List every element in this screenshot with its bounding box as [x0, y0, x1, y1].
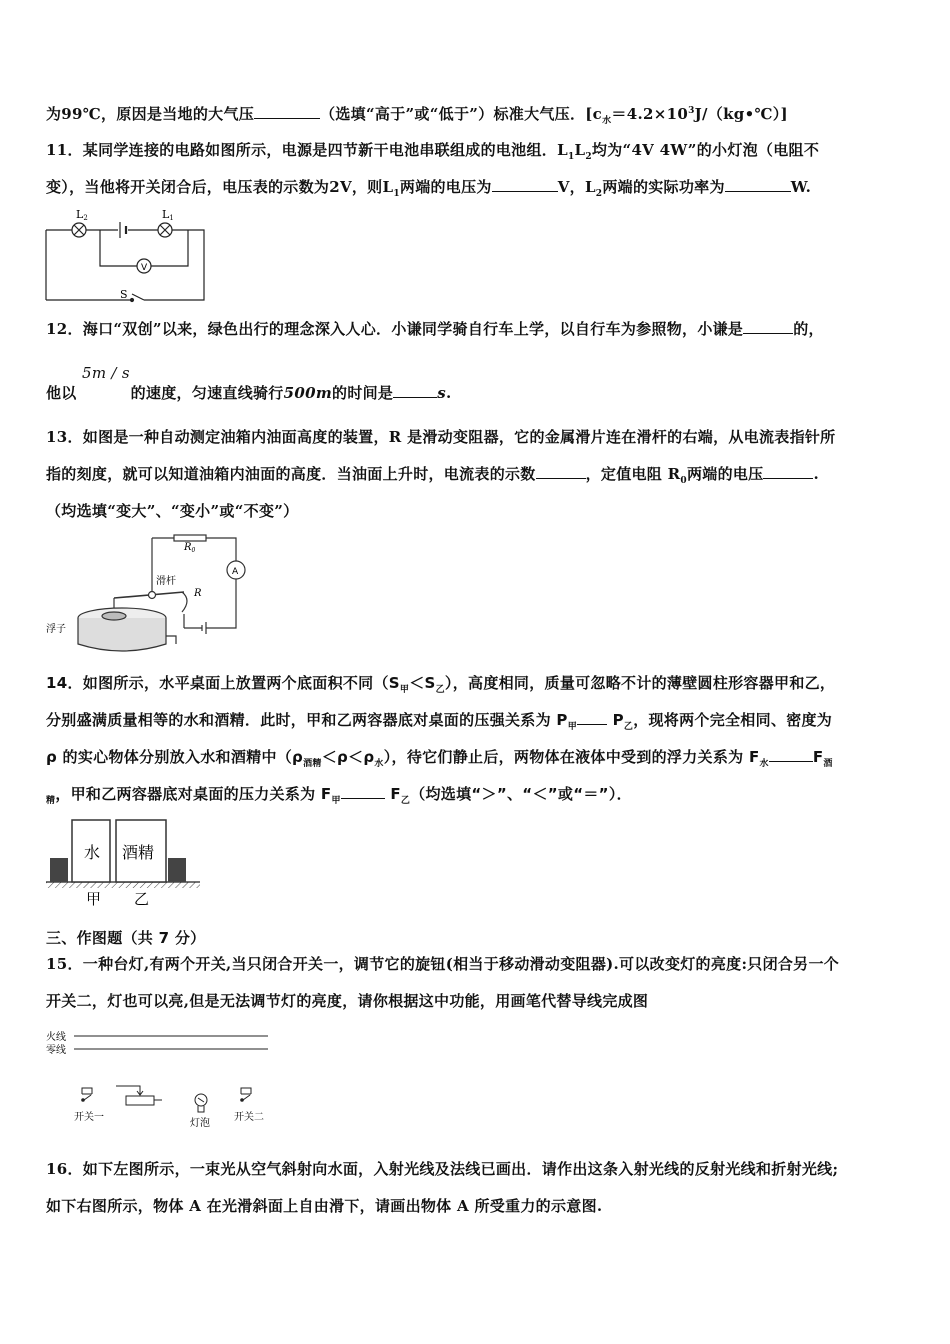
q12-speed — [82, 364, 130, 382]
q11-sub: 1 — [393, 189, 400, 199]
answer-blank[interactable] — [254, 104, 320, 119]
q14-text: ），高度相同，质量可忽略不计的薄壁圆柱形容器甲和乙， — [444, 674, 836, 692]
q14-text: ），待它们静止后，两物体在液体中受到的浮力关系为 F — [383, 748, 760, 766]
q12-line-2 — [46, 382, 452, 403]
label-fire-wire: 火线 — [46, 1032, 66, 1043]
q10-text: J/（kg•℃）] — [694, 105, 788, 123]
label-float: 浮子 — [46, 624, 66, 635]
answer-blank[interactable] — [577, 710, 607, 725]
q10-text: 为99℃，原因是当地的大气压 — [46, 105, 255, 123]
q11-text: 变），当他将开关闭合后，电压表的示数为2V，则L — [46, 178, 394, 196]
q12-text: . — [445, 384, 452, 402]
q14-text: 分别盛满质量相等的水和酒精．此时，甲和乙两容器底对桌面的压强关系为 P — [46, 711, 568, 729]
label-switch-one: 开关一 — [74, 1112, 104, 1123]
q14-text: （均选填“＞”、“＜”或“＝”）． — [410, 785, 632, 803]
q13-line-1 — [46, 426, 835, 447]
label-v: V — [141, 263, 148, 273]
label-l2: L2 — [76, 208, 88, 222]
q14-text: ＜ρ＜ρ — [321, 748, 375, 766]
label-yi: 乙 — [134, 890, 150, 908]
q12-text: 他以 — [46, 384, 77, 402]
q16-text: 如下右图所示，物体 A 在光滑斜面上自由滑下，请画出物体 A 所受重力的示意图. — [46, 1197, 603, 1215]
q14-text: F — [812, 748, 824, 766]
oil-tank-body — [78, 618, 166, 651]
q15-text: 15．一种台灯,有两个开关,当只闭合开关一，调节它的旋钮(相当于移动滑动变阻器).可以改变灯的亮度:只闭合另一个 — [46, 955, 840, 973]
section-3-heading — [46, 927, 205, 948]
switch-two-icon — [241, 1088, 251, 1100]
answer-blank[interactable] — [769, 747, 813, 762]
answer-blank[interactable] — [725, 177, 791, 192]
q13-oil-tank-diagram — [44, 532, 254, 662]
table-surface — [46, 882, 200, 888]
block-left — [50, 858, 68, 882]
q11-text: 两端的实际功率为 — [602, 178, 725, 196]
switch-one-icon — [82, 1088, 92, 1100]
lamp-l2-cross — [74, 225, 84, 235]
answer-blank[interactable] — [536, 464, 586, 479]
section-title: 三、作图题（共 7 分） — [46, 929, 206, 947]
answer-blank[interactable] — [492, 177, 558, 192]
q14-sub: 甲 — [399, 685, 410, 695]
q14-line-3 — [46, 746, 833, 769]
speed-value: 5m / s — [82, 364, 130, 382]
answer-blank[interactable] — [743, 319, 793, 334]
q13-text: . — [813, 465, 820, 483]
q14-line-1 — [46, 672, 835, 695]
q16-text: 16．如下左图所示，一束光从空气斜射向水面，入射光线及法线已画出．请作出这条入射光线的反射光线和折射光线; — [46, 1160, 839, 1178]
q14-line-2 — [46, 709, 832, 732]
q14-sub: 酒精 — [303, 759, 322, 769]
label-l1: L1 — [162, 208, 174, 222]
q14-text: ρ 的实心物体分别放入水和酒精中（ρ — [46, 748, 304, 766]
q13-line-2 — [46, 463, 819, 486]
float-icon — [102, 612, 126, 620]
block-right — [168, 858, 186, 882]
q11-circuit-diagram — [40, 206, 220, 306]
answer-blank[interactable] — [763, 464, 813, 479]
lamp-l1-cross — [160, 225, 170, 235]
q14-sub: 甲 — [567, 722, 578, 732]
q13-line-3 — [46, 500, 298, 521]
q14-line-4 — [46, 783, 632, 806]
q15-line-2 — [46, 990, 648, 1011]
q12-text: 12．海口“双创”以来，绿色出行的理念深入人心．小谦同学骑自行车上学，以自行车为参照物，小谦是 — [46, 320, 744, 338]
q12-text: 的速度，匀速直线骑行 — [130, 384, 284, 402]
q10-text: ＝4.2×10 — [611, 105, 689, 123]
q10-sub: 水 — [602, 116, 612, 126]
q14-text: 14．如图所示，水平桌面上放置两个底面积不同（S — [46, 674, 400, 692]
label-bulb: 灯泡 — [190, 1118, 210, 1129]
q13-sub: 0 — [680, 476, 687, 486]
q15-line-1 — [46, 953, 839, 974]
q10-text: （选填“高于”或“低于”）标准大气压．[c — [320, 105, 603, 123]
q14-text: ，现将两个完全相同、密度为 — [633, 711, 833, 729]
q13-text: 13．如图是一种自动测定油箱内油面高度的装置，R 是滑动变阻器，它的金属滑片连在滑杆的右端，从电流表指针所 — [46, 428, 836, 446]
q11-text: W. — [790, 178, 812, 196]
answer-blank[interactable] — [341, 784, 385, 799]
q11-text: 两端的电压为 — [399, 178, 492, 196]
q14-sub: 水 — [759, 759, 769, 769]
q14-text: P — [612, 711, 624, 729]
rheostat-icon — [126, 1096, 154, 1105]
label-r: R — [194, 588, 202, 599]
switch-one-contact — [82, 1099, 85, 1102]
q10-sup: 3 — [688, 106, 695, 116]
label-s: S — [120, 288, 128, 301]
label-switch-two: 开关二 — [234, 1112, 264, 1123]
q12-text: 的时间是 — [332, 384, 394, 402]
label-water: 水 — [84, 843, 101, 862]
q12-text: 500m — [283, 384, 333, 402]
q14-containers-diagram — [44, 814, 204, 910]
switch-two-contact — [241, 1099, 244, 1102]
q11-sub: 2 — [585, 152, 592, 162]
q11-line-2 — [46, 176, 811, 199]
q12-text: 的， — [793, 320, 824, 338]
bulb-base — [198, 1098, 204, 1112]
label-jia: 甲 — [86, 890, 102, 908]
q13-text: ，定值电阻 R — [585, 465, 681, 483]
pivot — [149, 592, 156, 599]
q14-sub: 精 — [46, 796, 56, 806]
q14-sub: 乙 — [400, 796, 411, 806]
tap-icon — [166, 636, 176, 644]
q16-line-1 — [46, 1158, 838, 1179]
q14-text: ＜S — [409, 674, 436, 692]
label-zero-wire: 零线 — [46, 1045, 66, 1056]
label-slide-rod: 滑杆 — [156, 576, 176, 587]
q14-text: F — [390, 785, 401, 803]
q14-text: ，甲和乙两容器底对桌面的压力关系为 F — [55, 785, 332, 803]
q10-line-1 — [46, 103, 788, 126]
variable-resistor-r — [182, 592, 187, 612]
label-r0: $R_0$ — [184, 542, 196, 554]
q13-text: 两端的电压 — [686, 465, 764, 483]
q13-text: （均选填“变大”、“变小”或“不变”） — [46, 502, 299, 520]
battery-icon — [202, 622, 206, 634]
q12-line-1 — [46, 318, 824, 339]
q14-sub: 乙 — [435, 685, 445, 695]
switch-contact — [131, 299, 134, 302]
q12-text: s — [437, 384, 446, 402]
q15-text: 开关二，灯也可以亮,但是无法调节灯的亮度，请你根据这中功能，用画笔代替导线完成图 — [46, 992, 649, 1010]
q11-sub: 2 — [595, 189, 603, 199]
q11-text: 均为“4V 4W”的小灯泡（电阻不 — [591, 141, 820, 159]
q11-text: V，L — [557, 178, 596, 196]
q11-text: L — [574, 141, 586, 159]
q14-sub: 水 — [374, 759, 384, 769]
q14-sub: 乙 — [623, 722, 634, 732]
q15-lamp-wiring-diagram — [44, 1028, 284, 1132]
answer-blank[interactable] — [393, 383, 437, 398]
q14-sub: 酒 — [823, 759, 833, 769]
resistor-r0 — [174, 535, 206, 541]
q11-text: 11．某同学连接的电路如图所示，电源是四节新干电池串联组成的电池组．L — [46, 141, 568, 159]
rheostat-slider — [116, 1086, 143, 1095]
label-a: A — [232, 567, 239, 577]
q11-line-1 — [46, 139, 819, 162]
q13-text: 指的刻度，就可以知道油箱内油面的高度．当油面上升时，电流表的示数 — [46, 465, 536, 483]
q16-line-2 — [46, 1195, 602, 1216]
q11-sub: 1 — [567, 152, 575, 162]
q14-sub: 甲 — [331, 796, 341, 806]
label-alcohol: 酒精 — [122, 843, 155, 862]
voltmeter-wire — [100, 230, 188, 266]
